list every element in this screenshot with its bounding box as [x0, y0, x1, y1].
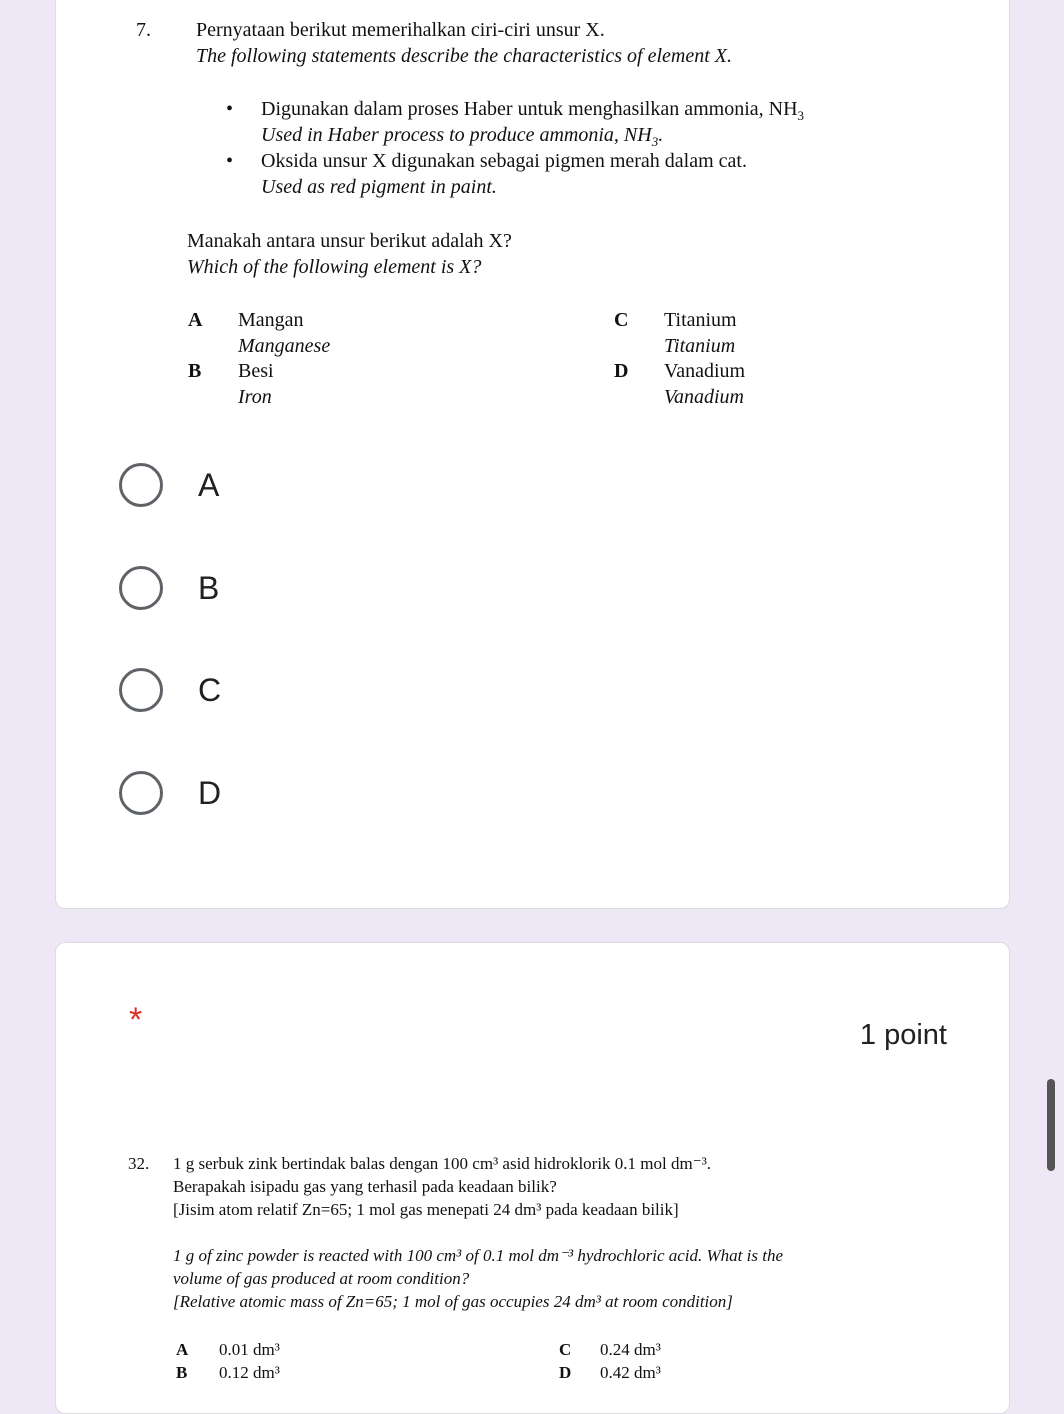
stem-en: The following statements describe the characteristics of element X. [196, 45, 733, 67]
choice-value: 0.01 dm³ [219, 1340, 280, 1359]
stem-ms: Pernyataan berikut memerihalkan ciri-ciri unsur X. [196, 19, 605, 41]
bullet-2-en: Used as red pigment in paint. [261, 176, 497, 198]
choice-ms: Vanadium [664, 360, 746, 382]
option-label: B [198, 569, 220, 606]
stem-en-line: volume of gas produced at room condition? [173, 1269, 470, 1288]
option-label: D [198, 774, 222, 811]
radio-button[interactable] [119, 463, 163, 507]
ask-ms: Manakah antara unsur berikut adalah X? [187, 230, 512, 252]
choice-ms: Mangan [238, 309, 304, 331]
choice-value: 0.42 dm³ [600, 1363, 661, 1382]
bullet-2-ms: Oksida unsur X digunakan sebagai pigmen merah dalam cat. [261, 150, 747, 172]
question-number: 32. [128, 1154, 150, 1173]
stem-ms-line: 1 g serbuk zink bertindak balas dengan 100 cm³ asid hidroklorik 0.1 mol dm⁻³. [173, 1154, 712, 1173]
choice-letter: C [559, 1340, 572, 1359]
points-label: 1 point [859, 1019, 947, 1051]
ask-en: Which of the following element is X? [187, 256, 482, 278]
option-label: A [198, 466, 220, 503]
choice-ms: Titanium [664, 309, 737, 331]
choice-ms: Besi [238, 360, 274, 382]
radio-option-a[interactable] [119, 463, 219, 507]
stem-en-line: [Relative atomic mass of Zn=65; 1 mol of gas occupies 24 dm³ at room condition] [173, 1292, 733, 1311]
choice-letter: D [559, 1363, 572, 1382]
option-label: C [198, 671, 222, 708]
choice-en: Titanium [664, 335, 736, 357]
radio-button[interactable] [119, 566, 163, 610]
choice-value: 0.12 dm³ [219, 1363, 280, 1382]
choice-letter: C [614, 309, 629, 331]
choice-en: Vanadium [664, 386, 744, 408]
choice-value: 0.24 dm³ [600, 1340, 661, 1359]
radio-button[interactable] [119, 668, 163, 712]
choice-en: Iron [238, 386, 272, 408]
choice-letter: A [188, 309, 203, 331]
choice-letter: B [176, 1363, 188, 1382]
radio-option-d[interactable] [119, 771, 221, 815]
required-asterisk: * [129, 1001, 143, 1039]
bullet-icon: • [226, 98, 234, 120]
stem-ms-line: Berapakah isipadu gas yang terhasil pada keadaan bilik? [173, 1177, 557, 1196]
choice-letter: B [188, 360, 202, 382]
stem-ms-line: [Jisim atom relatif Zn=65; 1 mol gas menepati 24 dm³ pada keadaan bilik] [173, 1200, 679, 1219]
choice-letter: D [614, 360, 629, 382]
bullet-1-ms: Digunakan dalam proses Haber untuk menghasilkan ammonia, $NH_3$ [261, 98, 805, 123]
stem-en-line: 1 g of zinc powder is reacted with 100 cm³ of 0.1 mol dm⁻³ hydrochloric acid. What is the [173, 1246, 784, 1265]
question-card-32 [55, 942, 1010, 1414]
radio-option-b[interactable] [119, 566, 219, 610]
radio-option-c[interactable] [119, 668, 221, 712]
choice-en: Manganese [238, 335, 331, 357]
choice-letter: A [176, 1340, 189, 1359]
bullet-icon: • [226, 150, 234, 172]
question-number: 7. [136, 19, 151, 41]
scrollbar-thumb[interactable] [1047, 1079, 1055, 1171]
question-card-7 [55, 0, 1010, 909]
bullet-1-en: Used in Haber process to produce ammonia, $NH_3$. [261, 124, 664, 149]
radio-button[interactable] [119, 771, 163, 815]
